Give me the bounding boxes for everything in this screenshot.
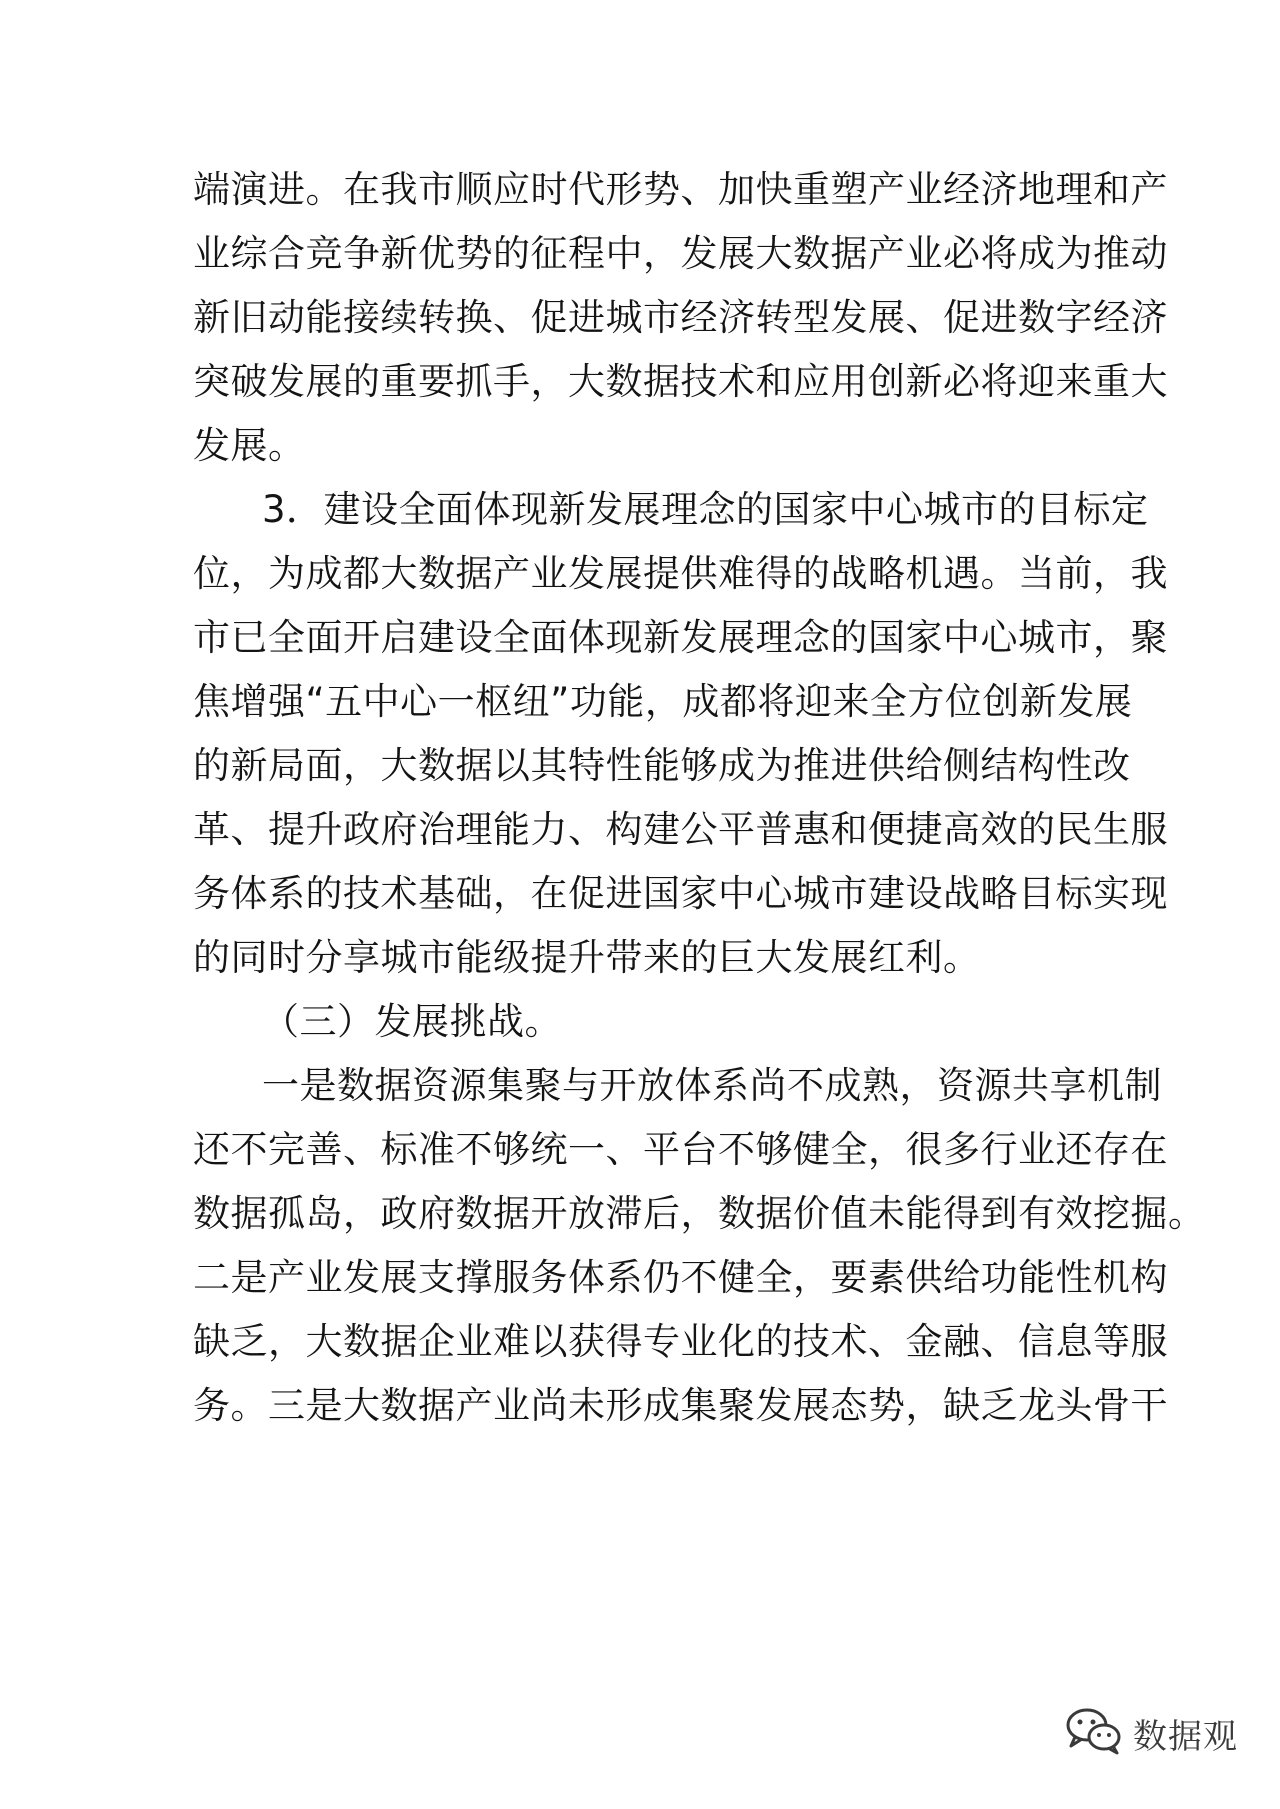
text-line: 发展。 [193,424,306,467]
text-line: 市已全面开启建设全面体现新发展理念的国家中心城市，聚 [193,616,1168,659]
text-line: 的新局面，大数据以其特性能够成为推进供给侧结构性改 [193,744,1131,787]
text-line: 3．建设全面体现新发展理念的国家中心城市的目标定 [262,488,1149,531]
watermark [1065,1705,1238,1761]
text-line: 位，为成都大数据产业发展提供难得的战略机遇。当前，我 [193,552,1168,595]
text-line: 二是产业发展支撑服务体系仍不健全，要素供给功能性机构 [193,1256,1168,1299]
section-heading: （三）发展挑战。 [262,1000,562,1043]
text-line: 革、提升政府治理能力、构建公平普惠和便捷高效的民生服 [193,808,1168,851]
text-line: 业综合竞争新优势的征程中，发展大数据产业必将成为推动 [193,232,1168,275]
watermark-label: 数据观 [1133,1716,1238,1757]
text-line: 还不完善、标准不够统一、平台不够健全，很多行业还存在 [193,1128,1168,1171]
text-line: 务。三是大数据产业尚未形成集聚发展态势，缺乏龙头骨干 [193,1384,1168,1427]
text-line: 缺乏，大数据企业难以获得专业化的技术、金融、信息等服 [193,1320,1168,1363]
text-line: 务体系的技术基础，在促进国家中心城市建设战略目标实现 [193,872,1168,915]
text-line: 突破发展的重要抓手，大数据技术和应用创新必将迎来重大 [193,360,1168,403]
wechat-icon [1065,1705,1123,1761]
text-line: 新旧动能接续转换、促进城市经济转型发展、促进数字经济 [193,296,1168,339]
text-line: 端演进。在我市顺应时代形势、加快重塑产业经济地理和产 [193,168,1168,211]
text-line: 的同时分享城市能级提升带来的巨大发展红利。 [193,936,981,979]
text-line: 数据孤岛，政府数据开放滞后，数据价值未能得到有效挖掘。 [193,1192,1206,1235]
text-line: 焦增强“五中心一枢纽”功能，成都将迎来全方位创新发展 [193,680,1133,723]
text-line: 一是数据资源集聚与开放体系尚不成熟，资源共享机制 [262,1064,1162,1107]
